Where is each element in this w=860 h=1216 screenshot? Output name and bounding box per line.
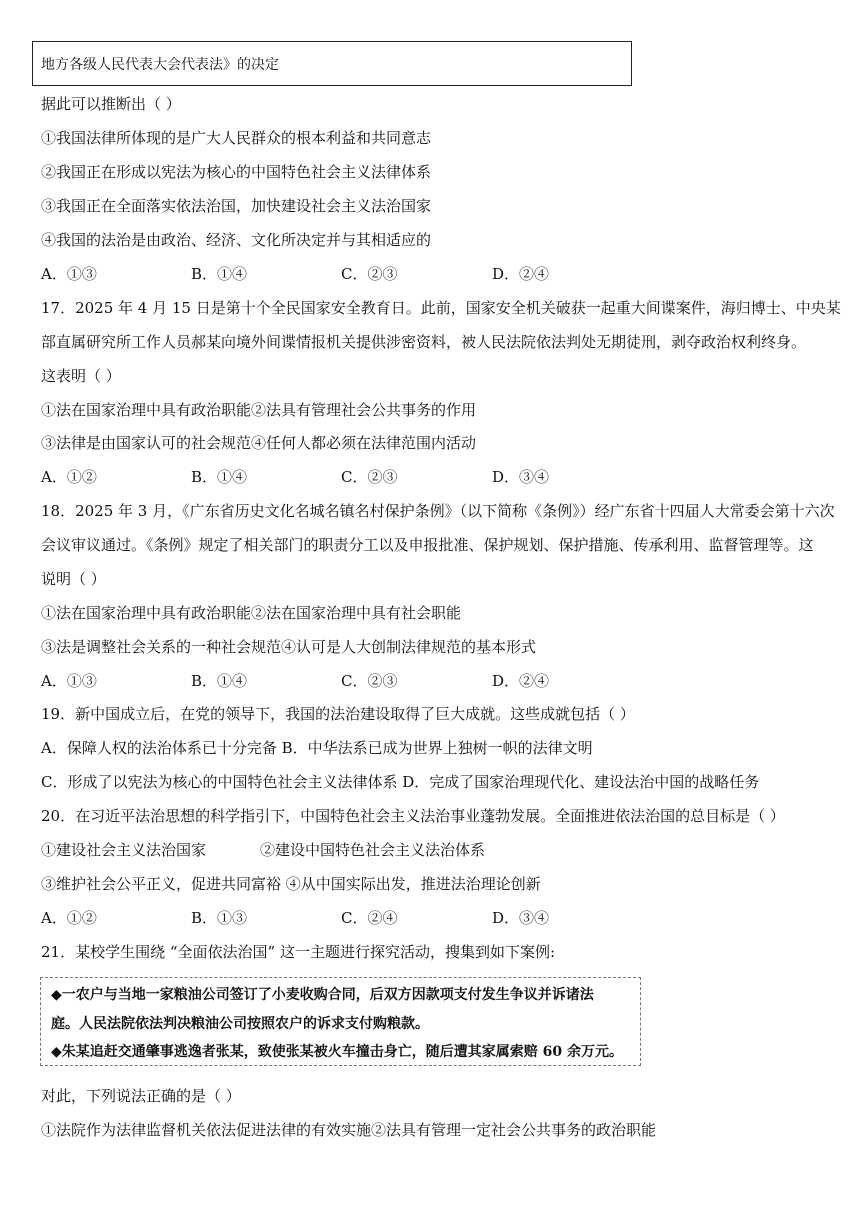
q16-option-c: C．②③	[341, 265, 398, 283]
q19-stem: 19．新中国成立后，在党的领导下，我国的法治建设取得了巨大成就。这些成就包括（ ）	[41, 705, 635, 723]
q20-statement-1: ①建设社会主义法治国家	[41, 841, 207, 859]
q21-case-2: ◆朱某追赶交通肇事逃逸者张某，致使张某被火车撞击身亡，随后遭其家属索赔 60 余万元。	[51, 1044, 623, 1060]
q20-option-c: C．②④	[341, 909, 398, 927]
q16-statement-4: ④我国的法治是由政治、经济、文化所决定并与其相适应的	[41, 231, 432, 249]
q21-case-1-line-2: 庭。人民法院依法判决粮油公司按照农户的诉求支付购粮款。	[51, 1016, 429, 1032]
q16-option-a: A．①③	[41, 265, 97, 283]
q17-option-b: B．①④	[191, 468, 248, 486]
q19-options-cd: C．形成了以宪法为核心的中国特色社会主义法律体系 D．完成了国家治理现代化、建设法治中国的战略任务	[41, 773, 760, 791]
carryover-text: 地方各级人民代表大会代表法》的决定	[41, 57, 279, 73]
q21-stem: 21．某校学生围绕 “全面依法治国” 这一主题进行探究活动，搜集到如下案例:	[41, 943, 556, 961]
q18-option-b: B．①④	[191, 672, 248, 690]
q20-statement-2: ②建设中国特色社会主义法治体系	[260, 841, 486, 859]
carryover-material-box	[32, 41, 632, 86]
q21-question: 对此，下列说法正确的是（ ）	[41, 1087, 241, 1105]
q17-line-2: 部直属研究所工作人员郝某向境外间谍情报机关提供涉密资料，被人民法院依法判处无期徒刑，剥夺政治权利终身。	[41, 333, 807, 351]
q16-statement-2: ②我国正在形成以宪法为核心的中国特色社会主义法律体系	[41, 163, 432, 181]
q17-line-3: 这表明（ ）	[41, 367, 121, 385]
q16-statement-3: ③我国正在全面落实依法治国，加快建设社会主义法治国家	[41, 197, 432, 215]
q21-case-1-line-1: ◆一农户与当地一家粮油公司签订了小麦收购合同，后双方因款项支付发生争议并诉诸法	[51, 987, 594, 1003]
q18-statement-1: ①法在国家治理中具有政治职能②法在国家治理中具有社会职能	[41, 604, 462, 622]
q21-statement-1: ①法院作为法律监督机关依法促进法律的有效实施②法具有管理一定社会公共事务的政治职能	[41, 1121, 657, 1139]
q20-stem: 20．在习近平法治思想的科学指引下，中国特色社会主义法治事业蓬勃发展。全面推进依法治国的总目标是（ ）	[41, 807, 785, 825]
q20-option-b: B．①③	[191, 909, 248, 927]
q18-option-a: A．①③	[41, 672, 97, 690]
q18-line-3: 说明（ ）	[41, 570, 106, 588]
q16-option-d: D．②④	[492, 265, 550, 283]
q18-line-1: 18．2025 年 3 月，《广东省历史文化名城名镇名村保护条例》（以下简称《条例》）经广东省十四届人大常委会第十六次	[41, 502, 835, 520]
q16-stem: 据此可以推断出（ ）	[41, 95, 181, 113]
q20-option-d: D．③④	[492, 909, 550, 927]
q18-statement-2: ③法是调整社会关系的一种社会规范④认可是人大创制法律规范的基本形式	[41, 638, 537, 656]
q17-statement-1: ①法在国家治理中具有政治职能②法具有管理社会公共事务的作用	[41, 401, 477, 419]
q21-case-box	[40, 977, 641, 1066]
q20-option-a: A．①②	[41, 909, 97, 927]
q17-line-1: 17．2025 年 4 月 15 日是第十个全民国家安全教育日。此前，国家安全机关破获一起重大间谍案件，海归博士、中央某	[41, 299, 841, 317]
q18-line-2: 会议审议通过。《条例》规定了相关部门的职责分工以及申报批准、保护规划、保护措施、传承利用、监督管理等。这	[41, 536, 814, 554]
q20-statements-3-4: ③维护社会公平正义，促进共同富裕 ④从中国实际出发，推进法治理论创新	[41, 875, 541, 893]
q16-statement-1: ①我国法律所体现的是广大人民群众的根本利益和共同意志	[41, 129, 432, 147]
q18-option-d: D．②④	[492, 672, 550, 690]
q18-option-c: C．②③	[341, 672, 398, 690]
q19-options-ab: A．保障人权的法治体系已十分完备 B．中华法系已成为世界上独树一帜的法律文明	[41, 739, 593, 757]
q16-option-b: B．①④	[191, 265, 248, 283]
q17-option-c: C．②③	[341, 468, 398, 486]
q17-statement-2: ③法律是由国家认可的社会规范④任何人都必须在法律范围内活动	[41, 434, 477, 452]
q17-option-a: A．①②	[41, 468, 97, 486]
q17-option-d: D．③④	[492, 468, 550, 486]
